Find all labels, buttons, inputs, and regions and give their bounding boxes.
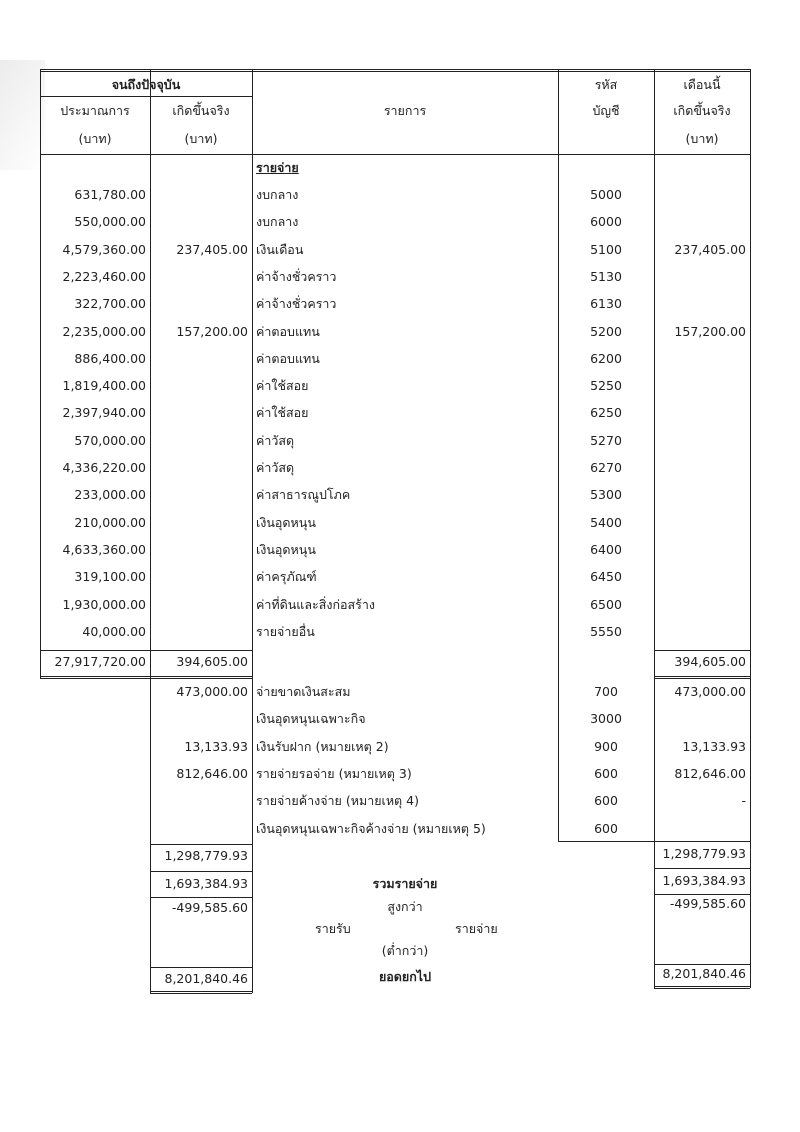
diff-lower: (ต่ำกว่า) bbox=[381, 943, 429, 958]
other-row-item: รายจ่ายค้างจ่าย (หมายเหตุ 4) bbox=[256, 793, 419, 808]
col-line-estimate bbox=[150, 69, 151, 993]
header-estimate: ประมาณการ bbox=[60, 103, 130, 118]
carry-label: ยอดยกไป bbox=[378, 969, 432, 984]
scan-smudge bbox=[0, 60, 45, 170]
other-row-code: 600 bbox=[594, 793, 618, 808]
row-estimate: 631,780.00 bbox=[74, 187, 146, 202]
diff-month: -499,585.60 bbox=[669, 896, 746, 911]
header-estimate-baht: (บาท) bbox=[78, 131, 112, 146]
row-item: ค่าใช้สอย bbox=[256, 405, 309, 420]
row-estimate: 1,819,400.00 bbox=[62, 378, 146, 393]
row-item: ค่าตอบแทน bbox=[256, 324, 320, 339]
header-month: เดือนนี้ bbox=[683, 77, 721, 92]
row-item: ค่าครุภัณฑ์ bbox=[256, 569, 317, 584]
row-actual: 157,200.00 bbox=[176, 324, 248, 339]
row-actual: 237,405.00 bbox=[176, 242, 248, 257]
header-month-actual: เกิดขึ้นจริง bbox=[673, 103, 731, 118]
other-row-item: เงินอุดหนุนเฉพาะกิจ bbox=[256, 711, 366, 726]
subtotal-estimate: 27,917,720.00 bbox=[54, 654, 146, 669]
table-top-border bbox=[40, 69, 750, 70]
row-estimate: 322,700.00 bbox=[74, 296, 146, 311]
col-line-right bbox=[750, 69, 751, 988]
row-code: 6270 bbox=[590, 460, 622, 475]
row-item: เงินเดือน bbox=[256, 242, 304, 257]
header-bottom-border bbox=[40, 154, 750, 155]
row-estimate: 2,235,000.00 bbox=[62, 324, 146, 339]
header-group-divider bbox=[40, 96, 252, 97]
row-item: งบกลาง bbox=[256, 187, 299, 202]
row-estimate: 4,579,360.00 bbox=[62, 242, 146, 257]
diff-expense: รายจ่าย bbox=[455, 921, 498, 936]
other-row-item: เงินอุดหนุนเฉพาะกิจค้างจ่าย (หมายเหตุ 5) bbox=[256, 821, 486, 836]
row-estimate: 40,000.00 bbox=[82, 624, 146, 639]
row-item: ค่าจ้างชั่วคราว bbox=[256, 296, 337, 311]
row-item: งบกลาง bbox=[256, 214, 299, 229]
other-row-item: รายจ่ายรอจ่าย (หมายเหตุ 3) bbox=[256, 766, 412, 781]
other-row-code: 3000 bbox=[590, 711, 622, 726]
row-code: 6130 bbox=[590, 296, 622, 311]
other-total-month: 1,298,779.93 bbox=[662, 846, 746, 861]
other-row-item: เงินรับฝาก (หมายเหตุ 2) bbox=[256, 739, 389, 754]
row-code: 6250 bbox=[590, 405, 622, 420]
other-row-month: 13,133.93 bbox=[682, 739, 746, 754]
row-code: 6200 bbox=[590, 351, 622, 366]
row-code: 6500 bbox=[590, 597, 622, 612]
row-estimate: 4,336,220.00 bbox=[62, 460, 146, 475]
row-item: ค่าวัสดุ bbox=[256, 460, 295, 475]
other-row-code: 900 bbox=[594, 739, 618, 754]
row-item: ค่าจ้างชั่วคราว bbox=[256, 269, 337, 284]
other-total-actual: 1,298,779.93 bbox=[164, 848, 248, 863]
row-item: ค่าที่ดินและสิ่งก่อสร้าง bbox=[256, 597, 375, 612]
row-code: 6400 bbox=[590, 542, 622, 557]
row-code: 5200 bbox=[590, 324, 622, 339]
row-estimate: 2,397,940.00 bbox=[62, 405, 146, 420]
row-item: เงินอุดหนุน bbox=[256, 542, 316, 557]
row-estimate: 886,400.00 bbox=[74, 351, 146, 366]
row-code: 5550 bbox=[590, 624, 622, 639]
row-item: รายจ่ายอื่น bbox=[256, 624, 315, 639]
total-expense-actual: 1,693,384.93 bbox=[164, 876, 248, 891]
row-item: ค่าสาธารณูปโภค bbox=[256, 487, 351, 502]
header-month-baht: (บาท) bbox=[685, 131, 719, 146]
row-code: 5130 bbox=[590, 269, 622, 284]
row-month: 157,200.00 bbox=[674, 324, 746, 339]
row-code: 6000 bbox=[590, 214, 622, 229]
row-item: ค่าวัสดุ bbox=[256, 433, 295, 448]
header-item: รายการ bbox=[383, 103, 427, 118]
col-line-code bbox=[654, 69, 655, 988]
header-code-top: รหัส bbox=[594, 77, 618, 92]
row-month: 237,405.00 bbox=[674, 242, 746, 257]
other-row-month: 473,000.00 bbox=[674, 684, 746, 699]
row-item: ค่าใช้สอย bbox=[256, 378, 309, 393]
row-estimate: 4,633,360.00 bbox=[62, 542, 146, 557]
diff-higher: สูงกว่า bbox=[387, 899, 423, 914]
row-item: เงินอุดหนุน bbox=[256, 515, 316, 530]
header-code-bottom: บัญชี bbox=[592, 103, 620, 118]
header-todate: จนถึงปัจจุบัน bbox=[111, 77, 181, 92]
diff-income: รายรับ bbox=[315, 921, 351, 936]
row-code: 5100 bbox=[590, 242, 622, 257]
other-row-code: 700 bbox=[594, 684, 618, 699]
row-estimate: 570,000.00 bbox=[74, 433, 146, 448]
row-estimate: 1,930,000.00 bbox=[62, 597, 146, 612]
row-code: 6450 bbox=[590, 569, 622, 584]
row-code: 5300 bbox=[590, 487, 622, 502]
carry-actual: 8,201,840.46 bbox=[164, 971, 248, 986]
row-code: 5400 bbox=[590, 515, 622, 530]
other-row-actual: 13,133.93 bbox=[184, 739, 248, 754]
total-expense-month: 1,693,384.93 bbox=[662, 873, 746, 888]
carry-month: 8,201,840.46 bbox=[662, 966, 746, 981]
other-row-month: 812,646.00 bbox=[674, 766, 746, 781]
other-row-code: 600 bbox=[594, 821, 618, 836]
row-code: 5000 bbox=[590, 187, 622, 202]
diff-actual: -499,585.60 bbox=[171, 900, 248, 915]
section-title: รายจ่าย bbox=[256, 160, 299, 175]
other-row-item: จ่ายขาดเงินสะสม bbox=[256, 684, 351, 699]
row-code: 5270 bbox=[590, 433, 622, 448]
subtotal-actual: 394,605.00 bbox=[176, 654, 248, 669]
other-row-actual: 812,646.00 bbox=[176, 766, 248, 781]
total-expense-label: รวมรายจ่าย bbox=[372, 876, 438, 891]
other-row-code: 600 bbox=[594, 766, 618, 781]
subtotal-month: 394,605.00 bbox=[674, 654, 746, 669]
row-estimate: 550,000.00 bbox=[74, 214, 146, 229]
header-actual: เกิดขึ้นจริง bbox=[172, 103, 230, 118]
header-actual-baht: (บาท) bbox=[184, 131, 218, 146]
row-estimate: 319,100.00 bbox=[74, 569, 146, 584]
row-item: ค่าตอบแทน bbox=[256, 351, 320, 366]
col-line-actual bbox=[252, 69, 253, 993]
row-estimate: 210,000.00 bbox=[74, 515, 146, 530]
row-code: 5250 bbox=[590, 378, 622, 393]
col-line-item bbox=[558, 69, 559, 841]
row-estimate: 233,000.00 bbox=[74, 487, 146, 502]
other-row-month: - bbox=[741, 793, 746, 808]
other-row-actual: 473,000.00 bbox=[176, 684, 248, 699]
col-line-left bbox=[40, 69, 41, 678]
row-estimate: 2,223,460.00 bbox=[62, 269, 146, 284]
